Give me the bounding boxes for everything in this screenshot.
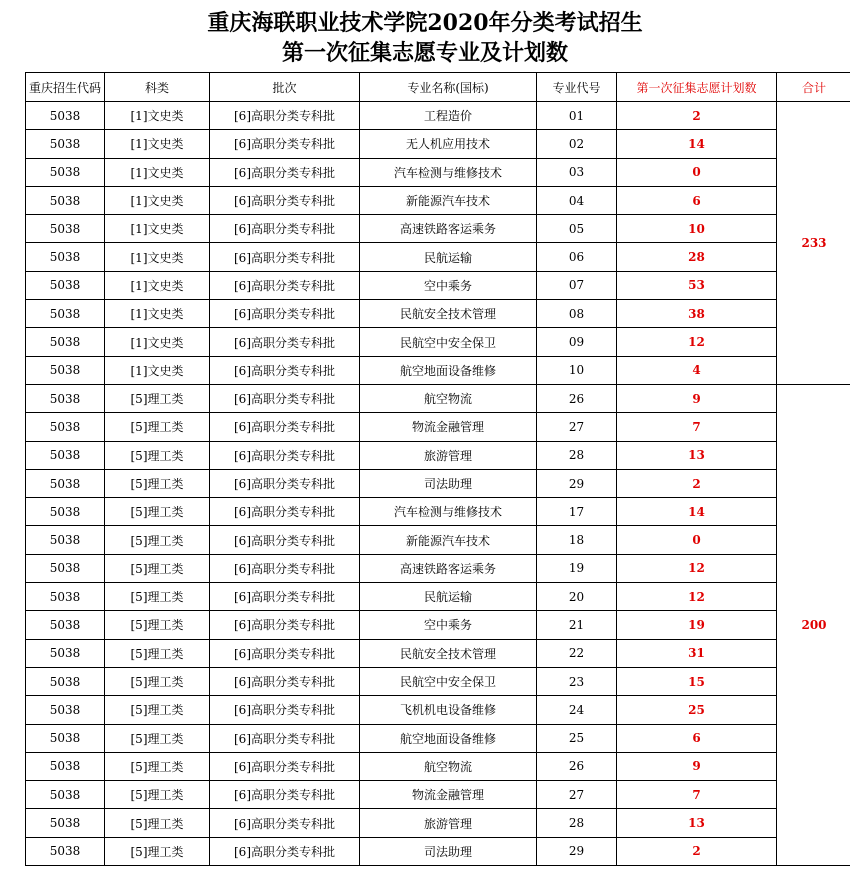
table-row [26,243,850,271]
cell-major-code: 19 [537,554,617,582]
cell-major: 航空物流 [360,384,537,412]
cell-code: 5038 [26,696,105,724]
cell-batch: [6]高职分类专科批 [210,328,360,356]
cell-category: [1]文史类 [105,158,210,186]
header-major: 专业名称(国标) [360,73,537,102]
cell-major: 民航运输 [360,583,537,611]
cell-major-code: 06 [537,243,617,271]
cell-category: [5]理工类 [105,498,210,526]
cell-major: 民航安全技术管理 [360,639,537,667]
cell-batch: [6]高职分类专科批 [210,469,360,497]
cell-major: 汽车检测与维修技术 [360,498,537,526]
cell-batch: [6]高职分类专科批 [210,639,360,667]
table-row [26,752,850,780]
cell-plan: 2 [617,102,777,130]
cell-category: [5]理工类 [105,526,210,554]
cell-batch: [6]高职分类专科批 [210,583,360,611]
document-title-line2: 第一次征集志愿专业及计划数 [281,40,568,66]
cell-code: 5038 [26,356,105,384]
table-row [26,300,850,328]
cell-major-code: 24 [537,696,617,724]
cell-total: 200 [777,384,850,865]
cell-batch: [6]高职分类专科批 [210,158,360,186]
cell-major-code: 29 [537,469,617,497]
cell-major: 民航空中安全保卫 [360,667,537,695]
cell-category: [1]文史类 [105,356,210,384]
cell-major: 新能源汽车技术 [360,186,537,214]
cell-major-code: 28 [537,809,617,837]
cell-code: 5038 [26,328,105,356]
cell-major: 航空物流 [360,752,537,780]
cell-plan: 9 [617,752,777,780]
cell-code: 5038 [26,724,105,752]
cell-code: 5038 [26,271,105,299]
table-row [26,554,850,582]
cell-plan: 38 [617,300,777,328]
table-header-row [26,73,850,102]
cell-plan: 25 [617,696,777,724]
cell-plan: 15 [617,667,777,695]
cell-batch: [6]高职分类专科批 [210,554,360,582]
cell-plan: 19 [617,611,777,639]
cell-code: 5038 [26,215,105,243]
cell-plan: 14 [617,498,777,526]
cell-major-code: 05 [537,215,617,243]
table-row [26,696,850,724]
cell-category: [5]理工类 [105,724,210,752]
cell-category: [5]理工类 [105,667,210,695]
cell-batch: [6]高职分类专科批 [210,498,360,526]
cell-major: 新能源汽车技术 [360,526,537,554]
cell-plan: 2 [617,469,777,497]
cell-major-code: 27 [537,413,617,441]
cell-major: 空中乘务 [360,271,537,299]
cell-major: 航空地面设备维修 [360,356,537,384]
table-row [26,384,850,412]
table-row [26,413,850,441]
cell-major-code: 01 [537,102,617,130]
cell-major: 司法助理 [360,837,537,865]
cell-major-code: 27 [537,781,617,809]
table-row [26,498,850,526]
cell-major-code: 10 [537,356,617,384]
cell-category: [1]文史类 [105,271,210,299]
cell-major: 民航运输 [360,243,537,271]
table-row [26,158,850,186]
cell-major-code: 02 [537,130,617,158]
cell-major: 民航安全技术管理 [360,300,537,328]
cell-category: [5]理工类 [105,837,210,865]
cell-category: [1]文史类 [105,328,210,356]
cell-major-code: 23 [537,667,617,695]
table-row [26,639,850,667]
cell-code: 5038 [26,781,105,809]
cell-category: [5]理工类 [105,611,210,639]
cell-major-code: 21 [537,611,617,639]
table-row [26,837,850,865]
cell-batch: [6]高职分类专科批 [210,611,360,639]
table-row [26,611,850,639]
cell-code: 5038 [26,102,105,130]
cell-batch: [6]高职分类专科批 [210,413,360,441]
table-row [26,215,850,243]
cell-code: 5038 [26,300,105,328]
cell-major-code: 07 [537,271,617,299]
cell-code: 5038 [26,186,105,214]
cell-plan: 7 [617,781,777,809]
cell-major-code: 04 [537,186,617,214]
cell-code: 5038 [26,611,105,639]
table-row [26,102,850,130]
cell-plan: 2 [617,837,777,865]
header-batch: 批次 [210,73,360,102]
cell-batch: [6]高职分类专科批 [210,724,360,752]
cell-major-code: 09 [537,328,617,356]
cell-major: 旅游管理 [360,441,537,469]
cell-category: [1]文史类 [105,215,210,243]
table-row [26,328,850,356]
cell-major: 航空地面设备维修 [360,724,537,752]
table-row [26,583,850,611]
cell-code: 5038 [26,583,105,611]
cell-major: 旅游管理 [360,809,537,837]
enrollment-plan-table [25,72,850,866]
table-row [26,130,850,158]
cell-code: 5038 [26,413,105,441]
header-category: 科类 [105,73,210,102]
cell-plan: 0 [617,526,777,554]
cell-major-code: 03 [537,158,617,186]
cell-major-code: 17 [537,498,617,526]
cell-major-code: 20 [537,583,617,611]
cell-plan: 13 [617,809,777,837]
cell-batch: [6]高职分类专科批 [210,752,360,780]
cell-category: [1]文史类 [105,243,210,271]
cell-batch: [6]高职分类专科批 [210,384,360,412]
cell-code: 5038 [26,752,105,780]
cell-major-code: 28 [537,441,617,469]
cell-major: 无人机应用技术 [360,130,537,158]
cell-plan: 31 [617,639,777,667]
cell-code: 5038 [26,837,105,865]
cell-major: 民航空中安全保卫 [360,328,537,356]
cell-plan: 10 [617,215,777,243]
cell-category: [5]理工类 [105,441,210,469]
cell-plan: 9 [617,384,777,412]
table-row [26,781,850,809]
cell-batch: [6]高职分类专科批 [210,696,360,724]
cell-plan: 7 [617,413,777,441]
cell-code: 5038 [26,554,105,582]
table-row [26,809,850,837]
cell-total: 233 [777,102,850,385]
cell-plan: 4 [617,356,777,384]
cell-batch: [6]高职分类专科批 [210,130,360,158]
cell-plan: 53 [617,271,777,299]
cell-major-code: 08 [537,300,617,328]
cell-code: 5038 [26,526,105,554]
cell-category: [5]理工类 [105,639,210,667]
cell-major: 空中乘务 [360,611,537,639]
cell-batch: [6]高职分类专科批 [210,667,360,695]
cell-major: 汽车检测与维修技术 [360,158,537,186]
cell-plan: 28 [617,243,777,271]
table-row [26,526,850,554]
cell-category: [1]文史类 [105,102,210,130]
cell-code: 5038 [26,158,105,186]
cell-code: 5038 [26,498,105,526]
cell-batch: [6]高职分类专科批 [210,781,360,809]
cell-major-code: 26 [537,752,617,780]
table-body [26,102,850,866]
cell-code: 5038 [26,441,105,469]
cell-major: 飞机机电设备维修 [360,696,537,724]
cell-plan: 12 [617,328,777,356]
cell-category: [5]理工类 [105,752,210,780]
table-row [26,724,850,752]
cell-major-code: 18 [537,526,617,554]
cell-category: [5]理工类 [105,384,210,412]
cell-category: [5]理工类 [105,781,210,809]
cell-batch: [6]高职分类专科批 [210,243,360,271]
cell-category: [5]理工类 [105,809,210,837]
cell-major: 物流金融管理 [360,413,537,441]
cell-major-code: 26 [537,384,617,412]
table-row [26,186,850,214]
cell-major: 工程造价 [360,102,537,130]
cell-code: 5038 [26,130,105,158]
cell-plan: 12 [617,554,777,582]
cell-category: [5]理工类 [105,554,210,582]
cell-code: 5038 [26,243,105,271]
cell-code: 5038 [26,667,105,695]
cell-major-code: 25 [537,724,617,752]
table-row [26,667,850,695]
cell-major-code: 29 [537,837,617,865]
table-row [26,271,850,299]
document-title-line1: 重庆海联职业技术学院2020年分类考试招生 [207,10,643,36]
table-row [26,356,850,384]
cell-batch: [6]高职分类专科批 [210,837,360,865]
cell-batch: [6]高职分类专科批 [210,186,360,214]
header-code: 重庆招生代码 [26,73,105,102]
cell-major: 司法助理 [360,469,537,497]
cell-major: 物流金融管理 [360,781,537,809]
cell-category: [5]理工类 [105,469,210,497]
header-plan: 第一次征集志愿计划数 [617,73,777,102]
cell-batch: [6]高职分类专科批 [210,526,360,554]
cell-category: [1]文史类 [105,130,210,158]
cell-major-code: 22 [537,639,617,667]
table-row [26,441,850,469]
cell-category: [5]理工类 [105,413,210,441]
table-row [26,469,850,497]
header-major-code: 专业代号 [537,73,617,102]
cell-plan: 0 [617,158,777,186]
cell-batch: [6]高职分类专科批 [210,441,360,469]
cell-category: [1]文史类 [105,300,210,328]
cell-batch: [6]高职分类专科批 [210,271,360,299]
cell-batch: [6]高职分类专科批 [210,102,360,130]
cell-category: [5]理工类 [105,583,210,611]
header-total: 合计 [777,73,850,102]
cell-batch: [6]高职分类专科批 [210,300,360,328]
cell-plan: 6 [617,186,777,214]
cell-code: 5038 [26,384,105,412]
cell-batch: [6]高职分类专科批 [210,356,360,384]
cell-major: 高速铁路客运乘务 [360,554,537,582]
cell-batch: [6]高职分类专科批 [210,215,360,243]
cell-plan: 13 [617,441,777,469]
cell-major: 高速铁路客运乘务 [360,215,537,243]
cell-plan: 12 [617,583,777,611]
cell-code: 5038 [26,639,105,667]
cell-category: [1]文史类 [105,186,210,214]
cell-code: 5038 [26,809,105,837]
cell-code: 5038 [26,469,105,497]
cell-plan: 6 [617,724,777,752]
cell-plan: 14 [617,130,777,158]
cell-category: [5]理工类 [105,696,210,724]
cell-batch: [6]高职分类专科批 [210,809,360,837]
